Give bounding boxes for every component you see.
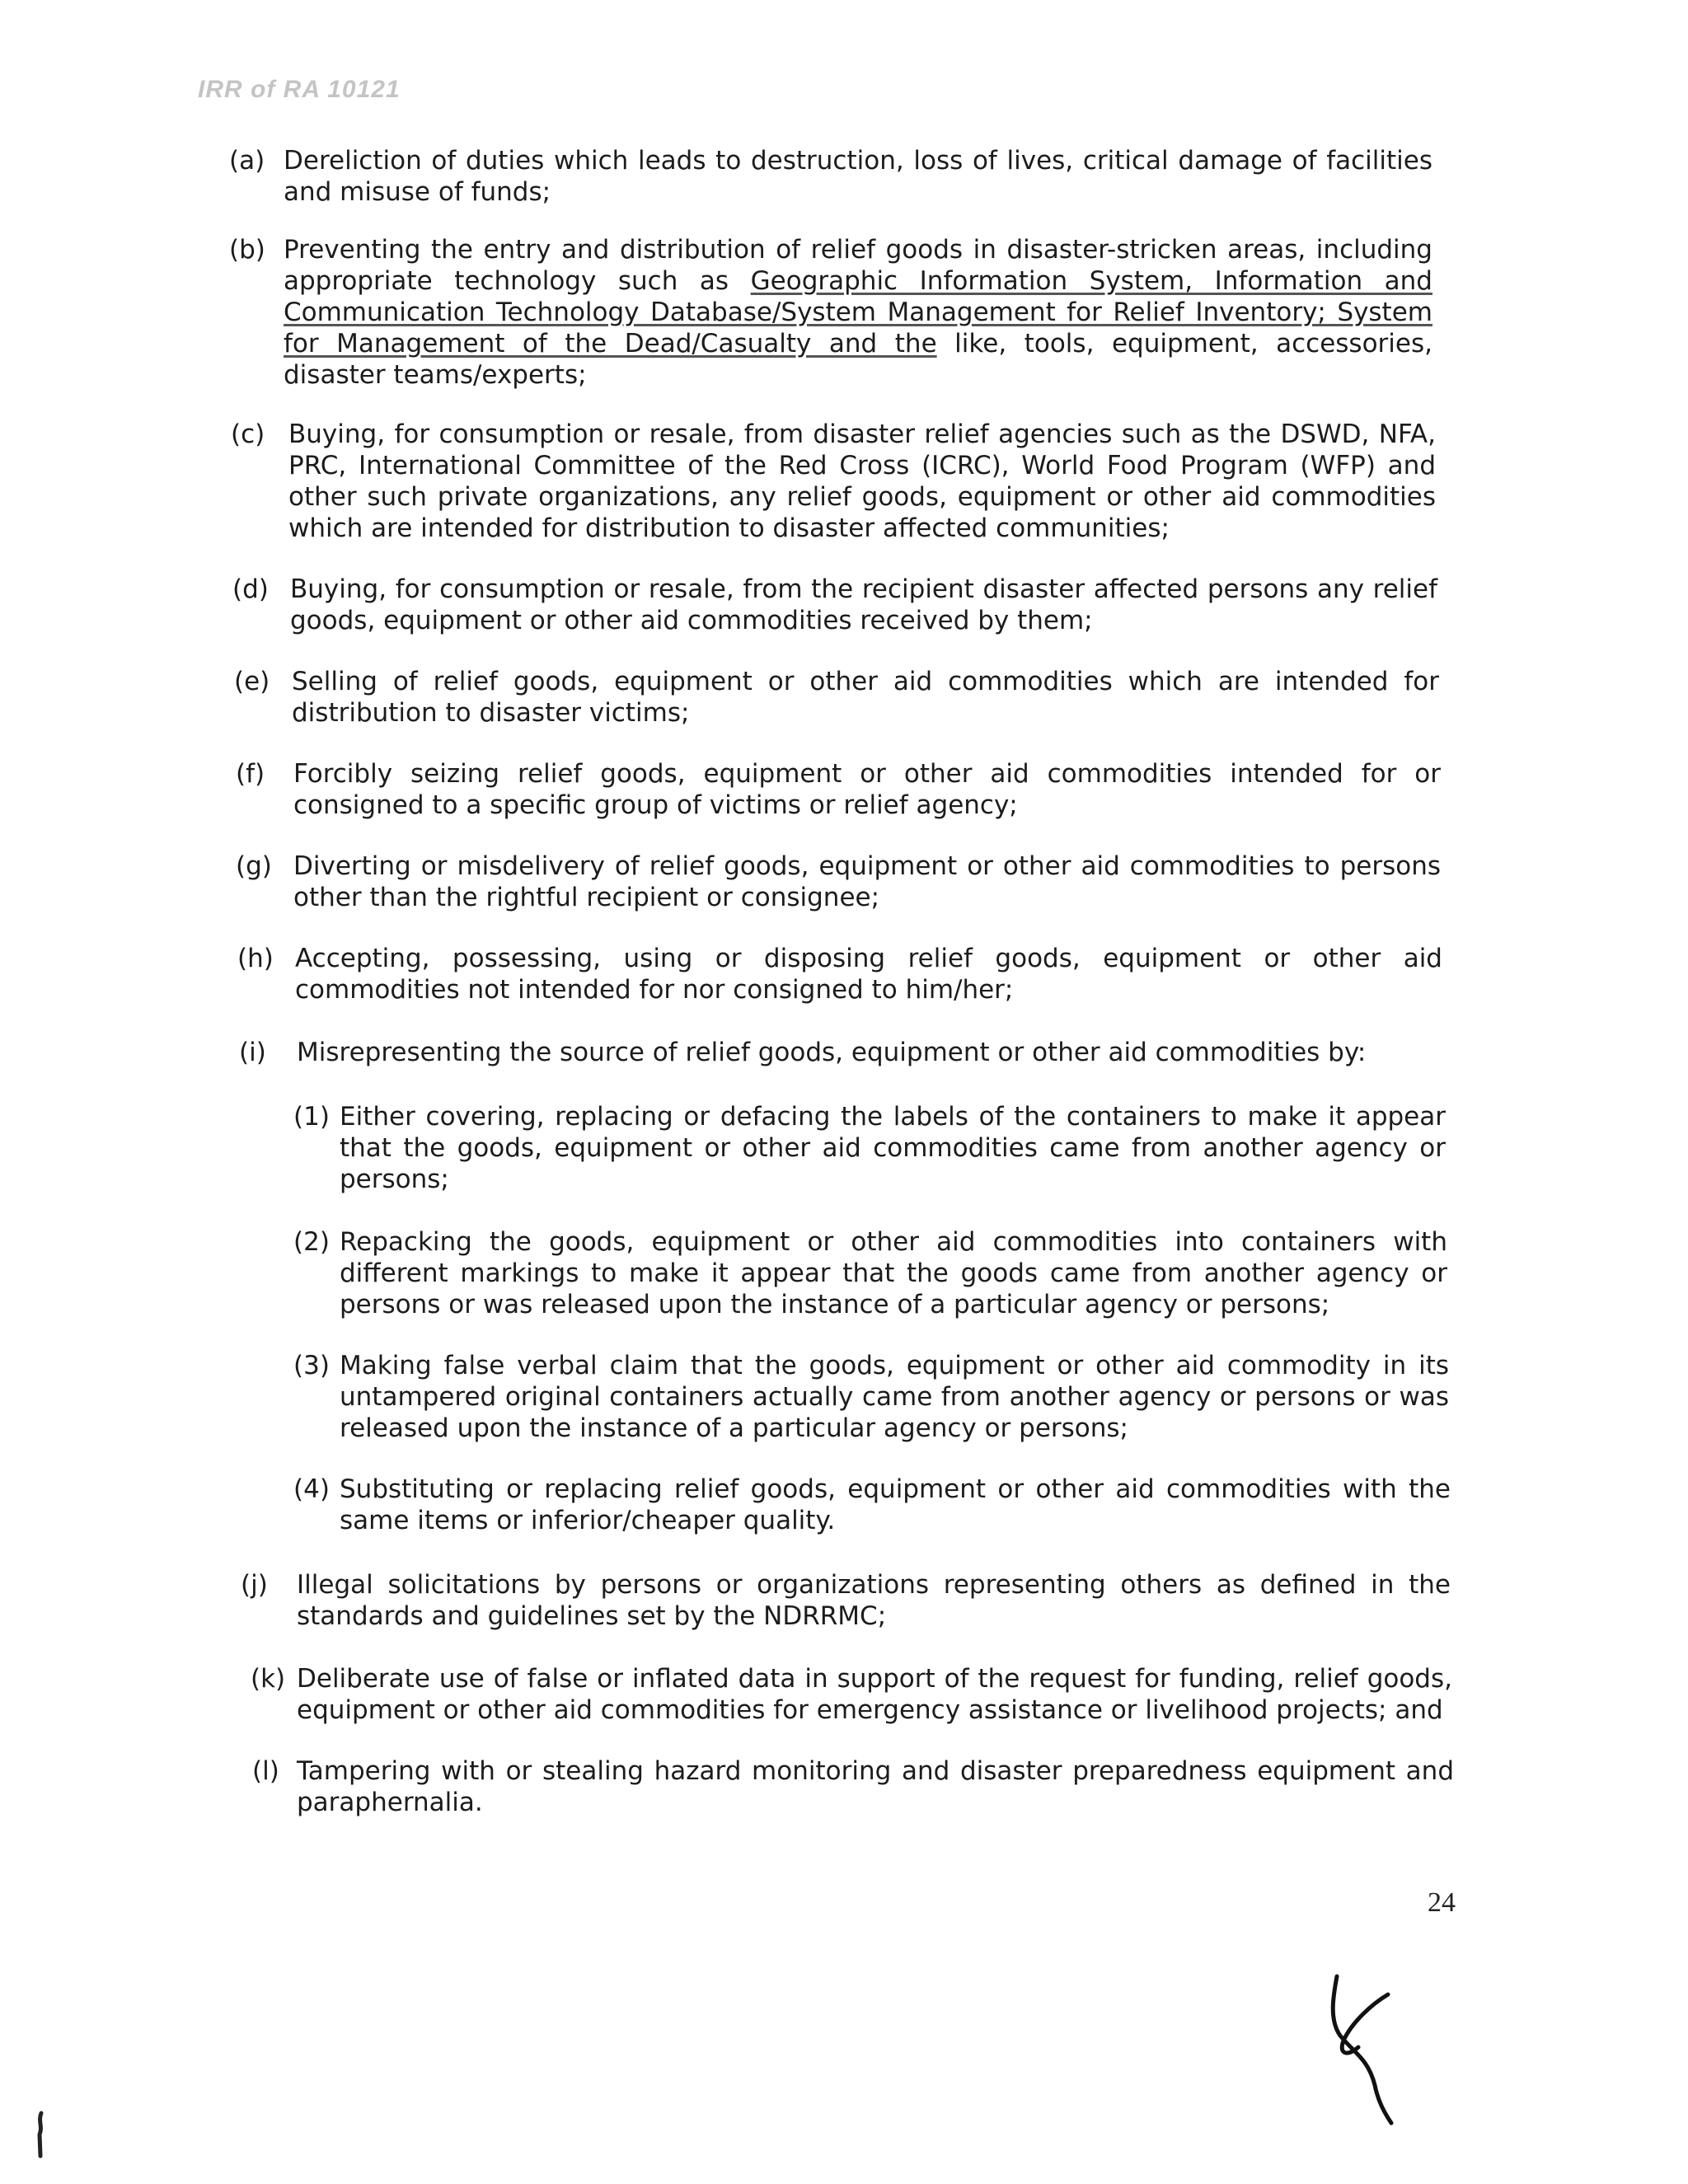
item-text: Forcibly seizing relief goods, equipment or other aid commodities intended for or consigned to a specific group of victims or relief agency;	[293, 759, 1441, 820]
sub-item-4	[293, 1474, 1451, 1540]
item-label: (e)	[234, 667, 270, 696]
item-text: Buying, for consumption or resale, from disaster relief agencies such as the DSWD, NFA, PRC, International Committee of the Red Cross (ICRC), World Food Program (WFP) and other such private organizations, any relief goods, equipment or other aid commodities which are intended for distribution to disaster affected communities;	[288, 419, 1436, 543]
item-label: (b)	[229, 235, 265, 265]
sub-item-label: (1)	[293, 1102, 330, 1132]
item-label: (c)	[231, 419, 265, 449]
item-text: Buying, for consumption or resale, from the recipient disaster affected persons any relief goods, equipment or other aid commodities received by them;	[290, 574, 1437, 635]
item-text: Illegal solicitations by persons or organizations representing others as defined in the standards and guidelines set by the NDRRMC;	[297, 1570, 1451, 1631]
sub-item-text: Repacking the goods, equipment or other aid commodities into containers with different markings to make it appear that the goods came from another agency or persons or was released upon the instance of a particular agency or persons;	[340, 1227, 1447, 1319]
list-item-b	[229, 234, 1432, 391]
item-label: (h)	[237, 944, 274, 973]
item-text-part: Preventing the entry and distribution of relief goods in disaster-stricken areas, including appropriate technology such as	[284, 235, 1432, 296]
sub-item-3	[293, 1350, 1449, 1447]
sub-item-text: Making false verbal claim that the goods, equipment or other aid commodity in its untampered original containers actually came from another agency or persons or was released upon the instance of a particular agency or persons;	[340, 1351, 1449, 1443]
item-text: Diverting or misdelivery of relief goods, equipment or other aid commodities to persons other than the rightful recipient or consignee;	[293, 851, 1441, 912]
item-label: (g)	[236, 851, 272, 881]
sub-item-1	[293, 1101, 1446, 1198]
list-item-k	[251, 1663, 1452, 1729]
list-item-d	[232, 574, 1437, 640]
item-text: Selling of relief goods, equipment or other aid commodities which are intended for distribution to disaster victims;	[292, 667, 1439, 728]
item-label: (i)	[239, 1038, 266, 1067]
item-label: (k)	[251, 1664, 286, 1694]
item-text: Tampering with or stealing hazard monitoring and disaster preparedness equipment and paraphernalia.	[297, 1756, 1454, 1817]
sub-item-2	[293, 1226, 1447, 1324]
list-item-j	[241, 1569, 1451, 1635]
item-label: (l)	[252, 1756, 279, 1786]
item-text: Misrepresenting the source of relief goods, equipment or other aid commodities by:	[297, 1038, 1367, 1067]
list-item-g	[236, 851, 1441, 916]
list-item-a	[229, 145, 1432, 211]
sub-item-text: Either covering, replacing or defacing the labels of the containers to make it appear that the goods, equipment or other aid commodities came from another agency or persons;	[340, 1102, 1446, 1194]
item-label: (d)	[232, 574, 269, 604]
sub-item-label: (3)	[293, 1351, 330, 1380]
item-text: Accepting, possessing, using or disposing relief goods, equipment or other aid commodities not intended for nor consigned to him/her;	[295, 944, 1442, 1005]
running-header: IRR of RA 10121	[198, 76, 401, 103]
sub-item-label: (4)	[293, 1474, 330, 1504]
list-item-h	[237, 943, 1442, 1009]
list-item-c	[231, 419, 1436, 547]
sub-item-label: (2)	[293, 1227, 330, 1257]
list-item-l	[252, 1755, 1454, 1821]
item-label: (a)	[229, 146, 265, 176]
scan-mark	[33, 2110, 49, 2159]
list-item-i	[239, 1037, 1444, 1073]
item-label: (f)	[236, 759, 265, 789]
page-number: 24	[1428, 1887, 1456, 1918]
item-label: (j)	[241, 1570, 268, 1600]
sub-item-text: Substituting or replacing relief goods, equipment or other aid commodities with the same items or inferior/cheaper quality.	[340, 1474, 1451, 1535]
item-text-underlined: Geographic Information System, Information and Communication Technology Database/System Management for Relief Inventory; System for Management of the Dead/Casualty and the	[284, 266, 1432, 359]
item-text-part: like, tools, equipment, accessories, disaster teams/experts;	[284, 329, 1432, 390]
item-text: Deliberate use of false or inflated data in support of the request for funding, relief goods, equipment or other aid commodities for emergency assistance or livelihood projects; and	[297, 1664, 1452, 1725]
list-item-e	[234, 666, 1439, 732]
item-text	[284, 234, 1432, 391]
item-text: Dereliction of duties which leads to destruction, loss of lives, critical damage of facilities and misuse of funds;	[284, 146, 1432, 207]
list-item-f	[236, 758, 1441, 824]
handwritten-initial-mark	[1311, 1961, 1409, 2126]
